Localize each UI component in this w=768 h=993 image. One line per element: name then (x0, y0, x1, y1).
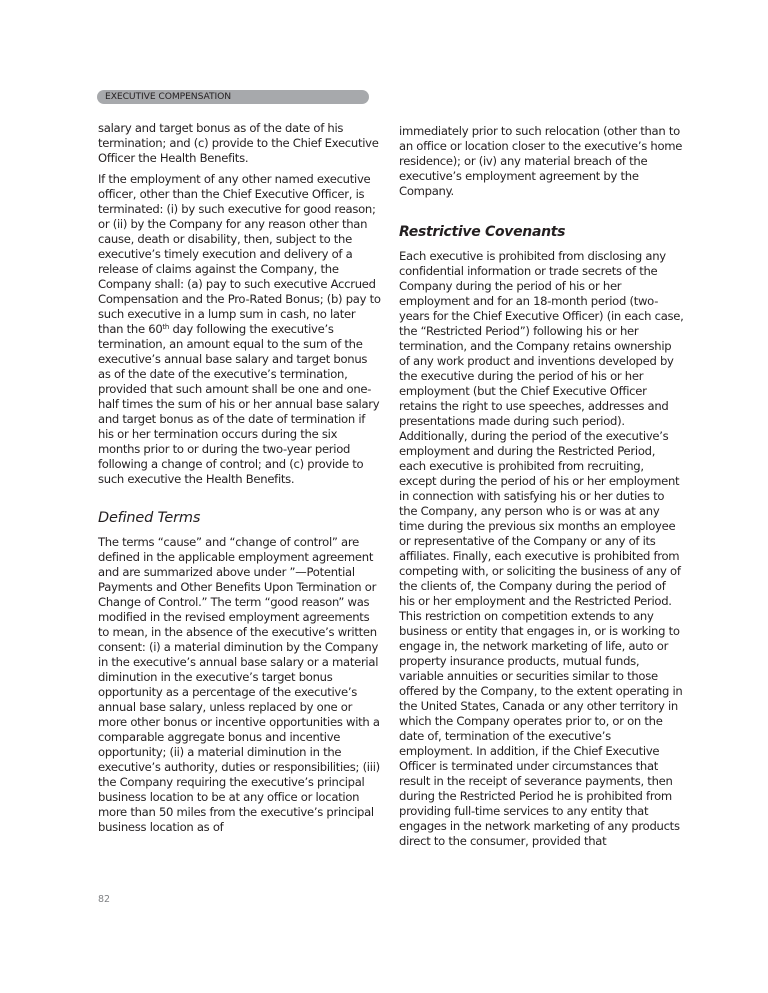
superscript: th (162, 323, 170, 331)
section-header-bar (97, 90, 369, 104)
paragraph: salary and target bonus as of the date of his termination; and (c) provide to the Chief Executive Officer the Health Benefits. (98, 121, 379, 165)
section-label: EXECUTIVE COMPENSATION (105, 91, 231, 102)
paragraph: The terms “cause” and “change of control” are defined in the applicable employment agreement and are summarized above under ”—Potential Payments and Other Benefits Upon Termination or Change of Control.” The term “good reason” was modified in the revised employment agreements to mean, in the absence of the executive’s written consent: (i) a material diminution by the Company in the executive’s annual base salary or a material diminution in the executive’s target bonus opportunity as a percentage of the executive’s annual base salary, unless replaced by one or more other bonus or incentive opportunities with a comparable aggregate bonus and incentive opportunity; (ii) a material diminution in the executive’s authority, duties or responsibilities; (iii) the Company requiring the executive’s principal business location to be at any office or location more than 50 miles from the executive’s principal business location as of (98, 535, 380, 834)
text-run: If the employment of any other named executive officer, other than the Chief Executive Officer, is terminated: (i) by such executive for good reason; or (ii) by the Company for any reason other than cause, death or disability, then, subject to the executive’s timely execution and delivery of a release of claims against the Company, the Company shall: (a) pay to such executive Accrued Compensation and the Pro-Rated Bonus; (b) pay to such executive in a lump sum in cash, no later than the 60 (98, 172, 381, 336)
section-heading-restrictive-covenants: Restrictive Covenants (399, 224, 566, 240)
right-column (399, 124, 684, 855)
text-run: day following the executive’s termination, an amount equal to the sum of the executive’s annual base salary and target bonus as of the date of the executive’s termination, provided that such amount shall be one and one-half times the sum of his or her annual base salary and target bonus as of the date of termination if his or her termination occurs during the six months prior to or during the two-year period following a change of control; and (c) provide to such executive the Health Benefits. (98, 322, 380, 486)
section-heading-defined-terms: Defined Terms (98, 510, 201, 526)
paragraph: Each executive is prohibited from disclosing any confidential information or trade secrets of the Company during the period of his or her employment and for an 18-month period (two-years for the Chief Executive Officer) (in each case, the “Restricted Period”) following his or her termination, and the Company retains ownership of any work product and inventions developed by the executive during the period of his or her employment (but the Chief Executive Officer retains the right to use speeches, addresses and presentations made during such period). Additionally, during the period of the executive’s employment and during the Restricted Period, each executive is prohibited from recruiting, except during the period of his or her employment in connection with satisfying his or her duties to the Company, any person who is or was at any time during the previous six months an employee or representative of the Company or any of its affiliates. Finally, each executive is prohibited from competing with, or soliciting the business of any of the clients of, the Company during the period of his or her employment and the Restricted Period. This restriction on competition extends to any business or entity that engages in, or is working to engage in, the network marketing of life, auto or property insurance products, mutual funds, variable annuities or securities similar to those offered by the Company, to the extent operating in the United States, Canada or any other territory in which the Company operates prior to, or on the date of, termination of the executive’s employment. In addition, if the Chief Executive Officer is terminated under circumstances that result in the receipt of severance payments, then during the Restricted Period he is prohibited from providing full-time services to any entity that engages in the network marketing of any products direct to the consumer, provided that (399, 249, 684, 848)
paragraph (98, 172, 381, 487)
left-column (98, 121, 381, 841)
paragraph: immediately prior to such relocation (other than to an office or location closer to the executive’s home residence); or (iv) any material breach of the executive’s employment agreement by the Company. (399, 124, 683, 198)
page-number: 82 (98, 894, 111, 905)
